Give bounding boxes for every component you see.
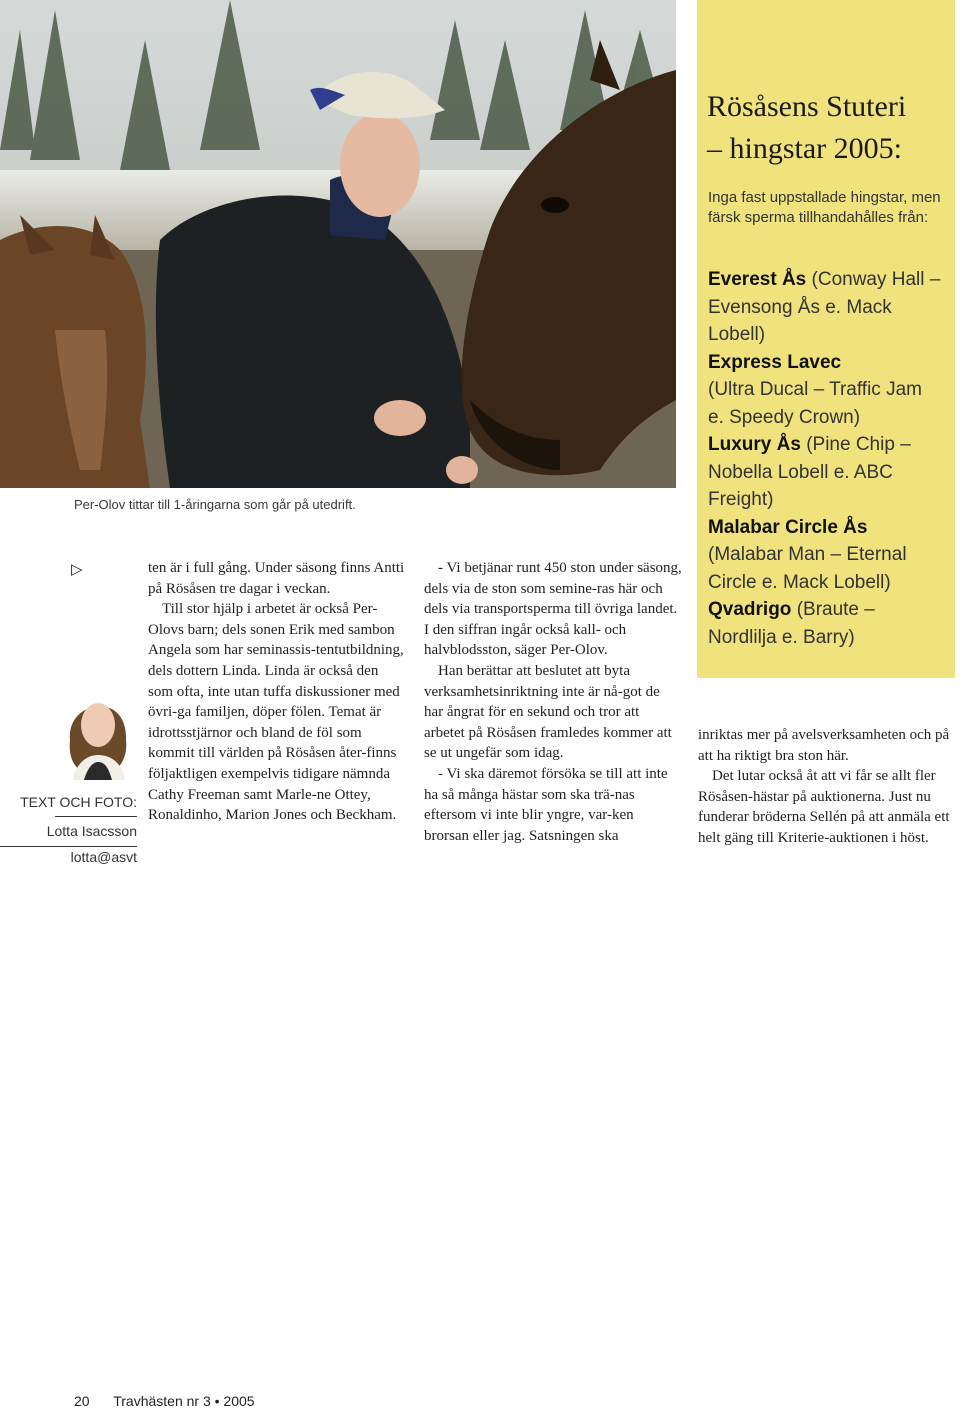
stallion-pedigree: (Conway Hall – Evensong Ås e. Mack Lobell) xyxy=(708,269,941,345)
paragraph: ten är i full gång. Under säsong finns Antti på Rösåsen tre dagar i veckan. xyxy=(148,560,405,597)
stallion-name: Luxury Ås xyxy=(708,434,801,455)
paragraph: Han berättar att beslutet att byta verksamhetsinriktning inte är nå-got de har ångrat för en sekund och tror att arbetet på Rösåsen framledes kommer att se ut ungefär som idag. xyxy=(424,662,672,762)
stallion-name: Express Lavec xyxy=(708,351,842,373)
article-column-1 xyxy=(148,558,406,826)
stallion-pedigree: (Malabar Man – Eternal Circle e. Mack Lobell) xyxy=(708,544,907,593)
factbox-title-line1: Rösåsens Stuteri xyxy=(707,90,907,123)
photo-caption: Per-Olov tittar till 1-åringarna som går på utedrift. xyxy=(74,497,356,512)
stallion-pedigree: (Braute – Nordlilja e. Barry) xyxy=(708,599,875,648)
stallion-list xyxy=(708,266,943,651)
author-email: lotta@asvt xyxy=(70,849,137,865)
byline xyxy=(0,792,137,868)
stallion-pedigree: (Ultra Ducal – Traffic Jam e. Speedy Crown) xyxy=(708,379,922,428)
stallion-name: Malabar Circle Ås xyxy=(708,516,868,538)
stallion-pedigree: (Pine Chip – Nobella Lobell e. ABC Freight) xyxy=(708,434,911,510)
author-portrait xyxy=(58,680,136,780)
page-number: 20 xyxy=(74,1393,90,1409)
factbox-title xyxy=(707,86,952,170)
page-footer xyxy=(74,1393,255,1409)
photo-illustration xyxy=(0,0,676,488)
stallion-name: Qvadrigo xyxy=(708,599,792,620)
author-name: Lotta Isacsson xyxy=(46,823,137,839)
stallion-factbox xyxy=(697,0,955,678)
stallion-name: Everest Ås xyxy=(708,269,807,290)
paragraph: - Vi betjänar runt 450 ston under säsong, dels via de ston som semine-ras här och dels via transportsperma till övriga landet. I den siffran ingår också kall- och halvblodsston, säger Per-Olov. xyxy=(424,560,682,659)
factbox-intro: Inga fast uppstallade hingstar, men färsk sperma tillhandahålles från: xyxy=(708,189,941,226)
publication-name: Travhästen nr 3 • 2005 xyxy=(113,1393,255,1409)
paragraph: Till stor hjälp i arbetet är också Per-Olovs barn; dels sonen Erik med sambon Angela som har seminassis-tentutbildning, dels dottern Linda. Linda är också den som ofta, inte utan tuffa diskussioner med övri-ga familjen, döper fölen. Temat är idrottsstjärnor och bland de föl som kommit till världen på Rösåsen åter-finns följaktligen exempelvis tidigare nämnda Cathy Freeman samt Marle-ne Ottey, Ronaldinho, Marion Jones och Beckham. xyxy=(148,601,404,824)
article-column-2 xyxy=(424,558,682,846)
continue-arrow-icon: ▷ xyxy=(71,560,83,578)
factbox-title-line2: – hingstar 2005: xyxy=(707,132,902,165)
byline-divider xyxy=(55,816,137,817)
paragraph: inriktas mer på avelsverksamheten och på att ha riktigt bra ston här. xyxy=(698,727,950,764)
paragraph: Det lutar också åt att vi får se allt fler Rösåsen-hästar på auktionerna. Just nu funderar bröderna Sellén på att anmäla ett helt gäng till Kriterie-auktionen i höst. xyxy=(698,768,950,846)
paragraph: - Vi ska däremot försöka se till att inte ha så många hästar som ska trä-nas eftersom vi inte blir yngre, var-ken brorsan eller jag. Satsningen ska xyxy=(424,765,668,844)
article-photo xyxy=(0,0,676,488)
article-column-3 xyxy=(698,725,950,849)
credit-label: TEXT OCH FOTO: xyxy=(20,794,137,810)
